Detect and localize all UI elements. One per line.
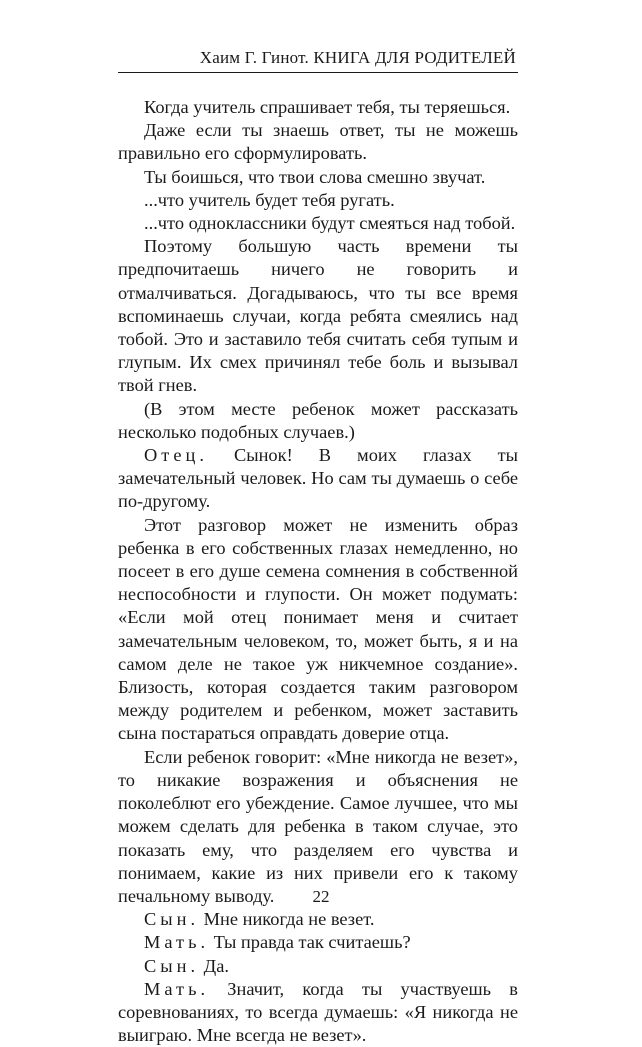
running-head: Хаим Г. Гинот. КНИГА ДЛЯ РОДИТЕЛЕЙ — [199, 48, 516, 67]
dialogue-text: Значит, когда ты участвуешь в соревнованиях, то всегда думаешь: «Я никогда не выиграю. Мне всегда не везет». — [118, 978, 518, 1046]
paragraph-text: ...что учитель будет тебя ругать. — [144, 189, 395, 210]
paragraph — [118, 166, 518, 189]
dialogue-text: Сынок! В моих глазах ты замечательный человек. Но сам ты думаешь о себе по-другому. — [118, 445, 518, 512]
speaker-label: Отец. — [144, 445, 208, 466]
paragraph-text: (В этом месте ребенок может рассказать несколько подобных случаев.) — [118, 398, 518, 442]
speaker-label: Сын. — [144, 909, 200, 930]
paragraph — [118, 119, 518, 165]
paragraph — [118, 398, 518, 444]
dialogue-line — [118, 908, 518, 931]
dialogue-line — [118, 978, 518, 1047]
paragraph-text: Когда учитель спрашивает тебя, ты теряешься. — [144, 97, 511, 117]
paragraph — [118, 746, 518, 908]
paragraph-text: Этот разговор может не изменить образ ребенка в его собственных глазах немедленно, но посеет в его душе семена сомнения в собственной неспособности и глупости. Он может подумать: «Если мой отец понимает меня и считает замечательным человеком, то, может быть, я и на самом деле не такое уж никчемное создание». Близость, которая создается таким разговором между родителем и ребенком, может заставить сына постараться оправдать доверие отца. — [118, 514, 518, 744]
speaker-label: Сын. — [144, 955, 200, 976]
paragraph — [118, 235, 518, 397]
paragraph-text: ...что одноклассники будут смеяться над тобой. — [144, 213, 516, 234]
dialogue-line — [118, 444, 518, 514]
dialogue-line — [118, 955, 518, 978]
dialogue-text: Мне никогда не везет. — [199, 909, 375, 930]
dialogue-text: Да. — [199, 955, 229, 976]
speaker-label: Мать. — [144, 932, 210, 953]
paragraph — [118, 212, 518, 235]
paragraph-text: Даже если ты знаешь ответ, ты не можешь правильно его сформулировать. — [118, 120, 518, 164]
speaker-label: Мать. — [144, 978, 210, 999]
dialogue-line — [118, 931, 518, 954]
paragraph-text: Ты боишься, что твои слова смешно звучат. — [144, 166, 486, 187]
page-number: 22 — [312, 887, 330, 906]
dialogue-text: Ты правда так считаешь? — [209, 932, 411, 953]
header-rule — [118, 72, 518, 73]
paragraph-text: Если ребенок говорит: «Мне никогда не везет», то никакие возражения и объяснения не поколеблют его убеждение. Самое лучшее, что мы можем сделать для ребенка в таком случае, это показать ему, что разделяем его чувства и понимаем, какие из них привели его к такому печальному выводу. — [118, 746, 518, 906]
paragraph — [118, 514, 518, 746]
paragraph — [118, 96, 518, 119]
paragraph — [118, 189, 518, 212]
paragraph-text: Поэтому большую часть времени ты предпочитаешь ничего не говорить и отмалчиваться. Догадываюсь, что ты все время вспоминаешь случаи, когда ребята смеялись над тобой. Это и заставило тебя считать себя тупым и глупым. Их смех причинял тебе боль и вызывал твой гнев. — [118, 236, 518, 396]
